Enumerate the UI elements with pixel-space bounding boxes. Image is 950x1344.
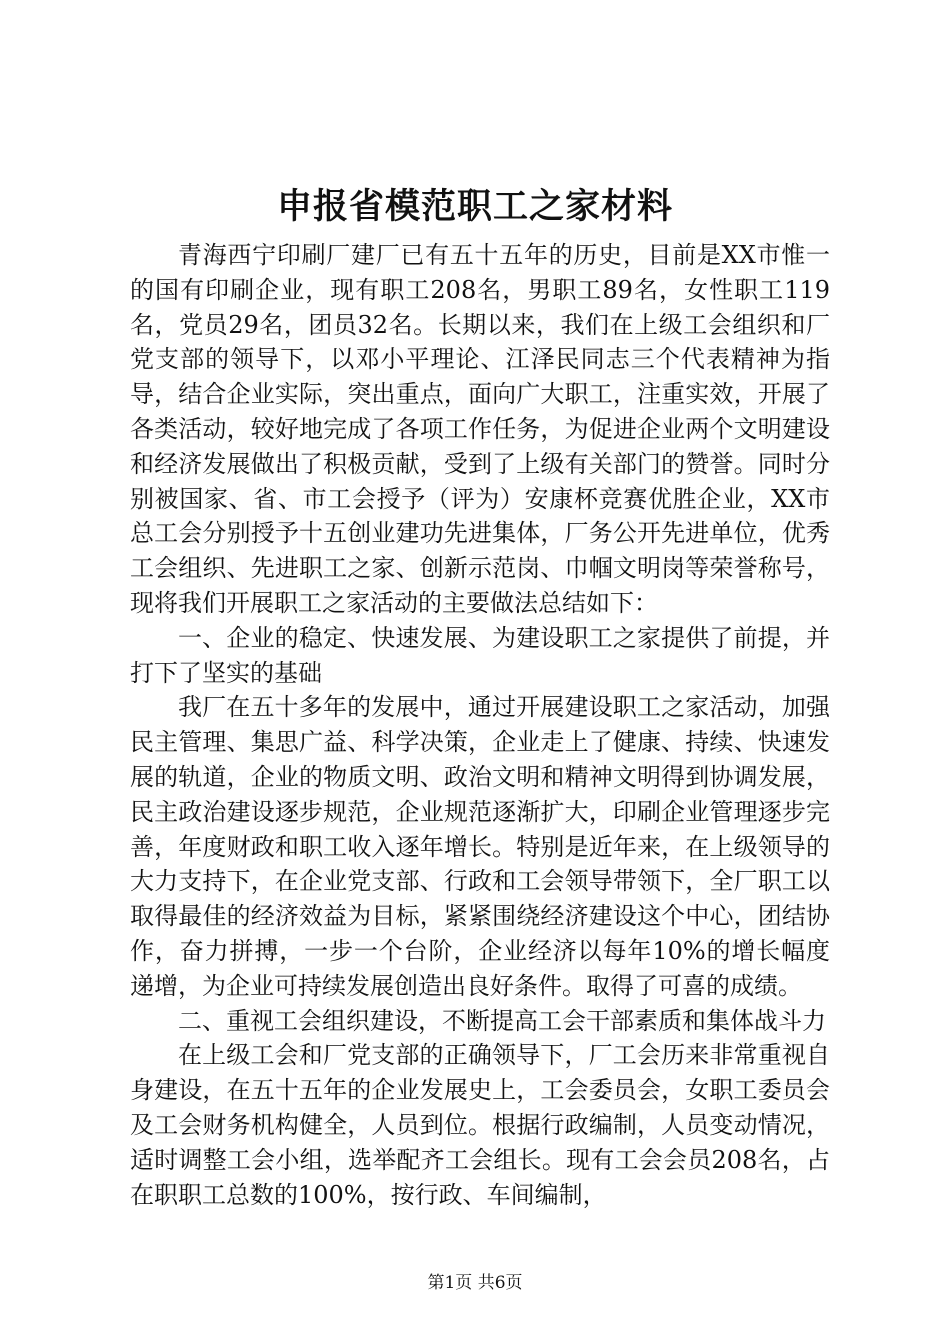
page-footer: 第1页 共6页 (427, 1273, 523, 1293)
section-heading-1: 一、企业的稳定、快速发展、为建设职工之家提供了前提，并打下了坚实的基础 (130, 623, 830, 687)
document-body (130, 238, 830, 1212)
section-heading-2: 二、重视工会组织建设，不断提高工会干部素质和集体战斗力 (178, 1006, 826, 1035)
paragraph-intro: 青海西宁印刷厂建厂已有五十五年的历史，目前是XX市惟一的国有印刷企业，现有职工208名，男职工89名，女性职工119名，党员29名，团员32名。长期以来，我们在上级工会组织和厂党支部的领导下，以邓小平理论、江泽民同志三个代表精神为指导，结合企业实际，突出重点，面向广大职工，注重实效，开展了各类活动，较好地完成了各项工作任务，为促进企业两个文明建设和经济发展做出了积极贡献，受到了上级有关部门的赞誉。同时分别被国家、省、市工会授予（评为）安康杯竞赛优胜企业，XX市总工会分别授予十五创业建功先进集体，厂务公开先进单位，优秀工会组织、先进职工之家、创新示范岗、巾帼文明岗等荣誉称号，现将我们开展职工之家活动的主要做法总结如下： (130, 241, 830, 617)
paragraph-section-1: 我厂在五十多年的发展中，通过开展建设职工之家活动，加强民主管理、集思广益、科学决策，企业走上了健康、持续、快速发展的轨道，企业的物质文明、政治文明和精神文明得到协调发展，民主政治建设逐步规范，企业规范逐渐扩大，印刷企业管理逐步完善，年度财政和职工收入逐年增长。特别是近年来，在上级领导的大力支持下，在企业党支部、行政和工会领导带领下，全厂职工以取得最佳的经济效益为目标，紧紧围绕经济建设这个中心，团结协作，奋力拼搏，一步一个台阶，企业经济以每年10%的增长幅度递增，为企业可持续发展创造出良好条件。取得了可喜的成绩。 (130, 693, 830, 1000)
paragraph-section-2: 在上级工会和厂党支部的正确领导下，厂工会历来非常重视自身建设，在五十五年的企业发展史上，工会委员会，女职工委员会及工会财务机构健全，人员到位。根据行政编制，人员变动情况，适时调整工会小组，选举配齐工会组长。现有工会会员208名，占在职职工总数的100%，按行政、车间编制， (130, 1041, 830, 1209)
document-title: 申报省模范职工之家材料 (276, 186, 673, 227)
